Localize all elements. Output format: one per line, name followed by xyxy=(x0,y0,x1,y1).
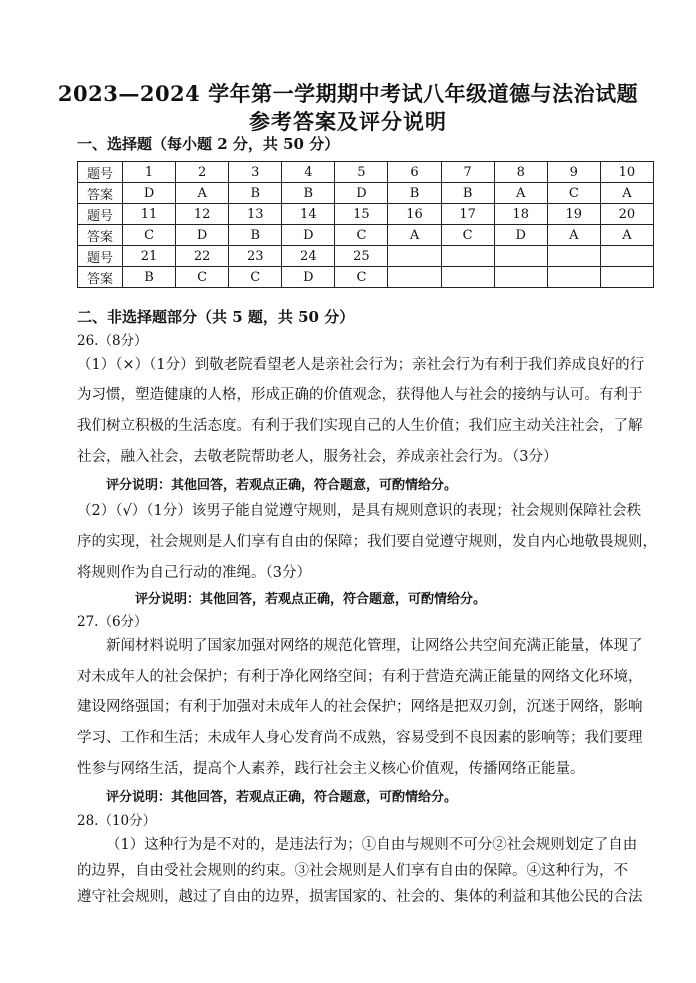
answer-table-cell: 9 xyxy=(547,162,600,183)
answer-table-cell: 11 xyxy=(123,204,176,225)
row-header-question-number: 题号 xyxy=(78,246,123,267)
answer-table-row xyxy=(78,162,654,183)
answer-table-cell: 2 xyxy=(176,162,229,183)
answer-table-cell xyxy=(388,246,441,267)
answer-table-row xyxy=(78,267,654,288)
answer-table-cell: 19 xyxy=(547,204,600,225)
q28-label: 28.（10分） xyxy=(77,813,157,829)
answer-table-cell: 5 xyxy=(335,162,388,183)
q26-p1-line2: 为习惯，塑造健康的人格，形成正确的价值观念，获得他人与社会的接纳与认可。有利于 xyxy=(77,387,643,403)
q26-note1: 评分说明：其他回答，若观点正确，符合题意，可酌情给分。 xyxy=(106,478,458,493)
answer-table-cell: C xyxy=(441,225,494,246)
document-title: 2023—2024 学年第一学期期中考试八年级道德与法治试题 xyxy=(57,81,639,106)
answer-table-cell: B xyxy=(282,183,335,204)
answer-table-cell: D xyxy=(282,267,335,288)
answer-table-cell xyxy=(494,267,547,288)
q28-line1: （1）这种行为是不对的，是违法行为；①自由与规则不可分②社会规则划定了自由 xyxy=(106,837,638,853)
answer-table-cell: 10 xyxy=(600,162,653,183)
row-header-answer: 答案 xyxy=(78,225,123,246)
q27-label: 27.（6分） xyxy=(77,614,148,630)
section1-heading: 一、选择题（每小题 2 分，共 50 分） xyxy=(77,135,340,153)
answer-table-cell: C xyxy=(547,183,600,204)
q26-p2-line3: 将规则作为自己行动的准绳。（3分） xyxy=(77,565,311,581)
q28-line3: 遵守社会规则，越过了自由的边界，损害国家的、社会的、集体的利益和其他公民的合法 xyxy=(77,889,643,905)
q26-label: 26.（8分） xyxy=(77,333,148,349)
answer-table-cell xyxy=(600,246,653,267)
q27-line1: 新闻材料说明了国家加强对网络的规范化管理，让网络公共空间充满正能量，体现了 xyxy=(106,638,643,654)
answer-table-cell: B xyxy=(123,267,176,288)
q26-p1-line3: 我们树立积极的生活态度。有利于我们实现自己的人生价值；我们应主动关注社会，了解 xyxy=(77,418,643,434)
answer-table-cell: 16 xyxy=(388,204,441,225)
answer-table-cell xyxy=(547,246,600,267)
q26-p1-line1: （1）（×）（1分）到敬老院看望老人是亲社会行为；亲社会行为有利于我们养成良好的行 xyxy=(77,357,645,373)
answer-table-row xyxy=(78,225,654,246)
q26-note2: 评分说明：其他回答，若观点正确，符合题意，可酌情给分。 xyxy=(135,592,487,607)
answer-table-cell: C xyxy=(229,267,282,288)
q27-line3: 建设网络强国；有利于加强对未成年人的社会保护；网络是把双刃剑，沉迷于网络，影响 xyxy=(77,699,643,715)
answer-table-cell xyxy=(600,267,653,288)
answer-table-cell: D xyxy=(123,183,176,204)
answer-table-cell: 24 xyxy=(282,246,335,267)
answer-table-cell: 7 xyxy=(441,162,494,183)
q27-note: 评分说明：其他回答，若观点正确，符合题意，可酌情给分。 xyxy=(106,790,458,805)
answer-table-cell: A xyxy=(176,183,229,204)
answer-table-cell: 25 xyxy=(335,246,388,267)
q27-line4: 学习、工作和生活；未成年人身心发育尚不成熟，容易受到不良因素的影响等；我们要理 xyxy=(77,730,643,746)
answer-table-cell: B xyxy=(388,183,441,204)
answer-table-cell xyxy=(494,246,547,267)
answer-table-cell: 12 xyxy=(176,204,229,225)
row-header-question-number: 题号 xyxy=(78,204,123,225)
answer-table xyxy=(77,161,654,288)
q27-line2: 对未成年人的社会保护；有利于净化网络空间；有利于营造充满正能量的网络文化环境， xyxy=(77,669,643,685)
answer-table-cell: C xyxy=(335,267,388,288)
answer-table-cell: 18 xyxy=(494,204,547,225)
answer-table-cell: C xyxy=(335,225,388,246)
answer-table-cell: A xyxy=(600,225,653,246)
answer-table-cell: D xyxy=(176,225,229,246)
answer-table-cell xyxy=(547,267,600,288)
answer-table-row xyxy=(78,183,654,204)
answer-table-cell: A xyxy=(388,225,441,246)
answer-table-cell: A xyxy=(600,183,653,204)
answer-table-cell: 21 xyxy=(123,246,176,267)
answer-table-cell: C xyxy=(123,225,176,246)
answer-table-cell: 15 xyxy=(335,204,388,225)
answer-table-cell: B xyxy=(229,183,282,204)
answer-table-cell: 3 xyxy=(229,162,282,183)
q28-line2: 的边界，自由受社会规则的约束。③社会规则是人们享有自由的保障。④这种行为，不 xyxy=(77,863,628,879)
answer-table-cell: 14 xyxy=(282,204,335,225)
answer-table-cell: C xyxy=(176,267,229,288)
section2-heading: 二、非选择题部分（共 5 题，共 50 分） xyxy=(77,308,355,326)
answer-table-cell: 4 xyxy=(282,162,335,183)
row-header-answer: 答案 xyxy=(78,183,123,204)
answer-table-cell: 20 xyxy=(600,204,653,225)
q26-p2-line2: 序的实现，社会规则是人们享有自由的保障；我们要自觉遵守规则，发自内心地敬畏规则， xyxy=(77,534,657,550)
q26-p2-line1: （2）（√）（1分）该男子能自觉遵守规则，是具有规则意识的表现；社会规则保障社会秩 xyxy=(77,503,642,519)
answer-table-cell: D xyxy=(282,225,335,246)
answer-table-row xyxy=(78,204,654,225)
answer-table-cell: 6 xyxy=(388,162,441,183)
answer-table-cell: 8 xyxy=(494,162,547,183)
answer-table-cell: A xyxy=(547,225,600,246)
answer-table-cell: 1 xyxy=(123,162,176,183)
answer-table-cell xyxy=(441,246,494,267)
answer-table-cell: 13 xyxy=(229,204,282,225)
row-header-answer: 答案 xyxy=(78,267,123,288)
answer-table-cell xyxy=(441,267,494,288)
answer-table-cell: 22 xyxy=(176,246,229,267)
document-subtitle: 参考答案及评分说明 xyxy=(249,109,447,134)
answer-table-cell: 17 xyxy=(441,204,494,225)
q27-line5: 性参与网络生活，提高个人素养，践行社会主义核心价值观，传播网络正能量。 xyxy=(77,761,585,777)
answer-table-cell: 23 xyxy=(229,246,282,267)
answer-table-row xyxy=(78,246,654,267)
row-header-question-number: 题号 xyxy=(78,162,123,183)
q26-p1-line4: 社会，融入社会，去敬老院帮助老人，服务社会，养成亲社会行为。（3分） xyxy=(77,449,558,465)
answer-table-cell: B xyxy=(441,183,494,204)
answer-table-cell: B xyxy=(229,225,282,246)
answer-table-cell xyxy=(388,267,441,288)
answer-table-cell: D xyxy=(494,225,547,246)
answer-table-cell: D xyxy=(335,183,388,204)
answer-table-cell: A xyxy=(494,183,547,204)
